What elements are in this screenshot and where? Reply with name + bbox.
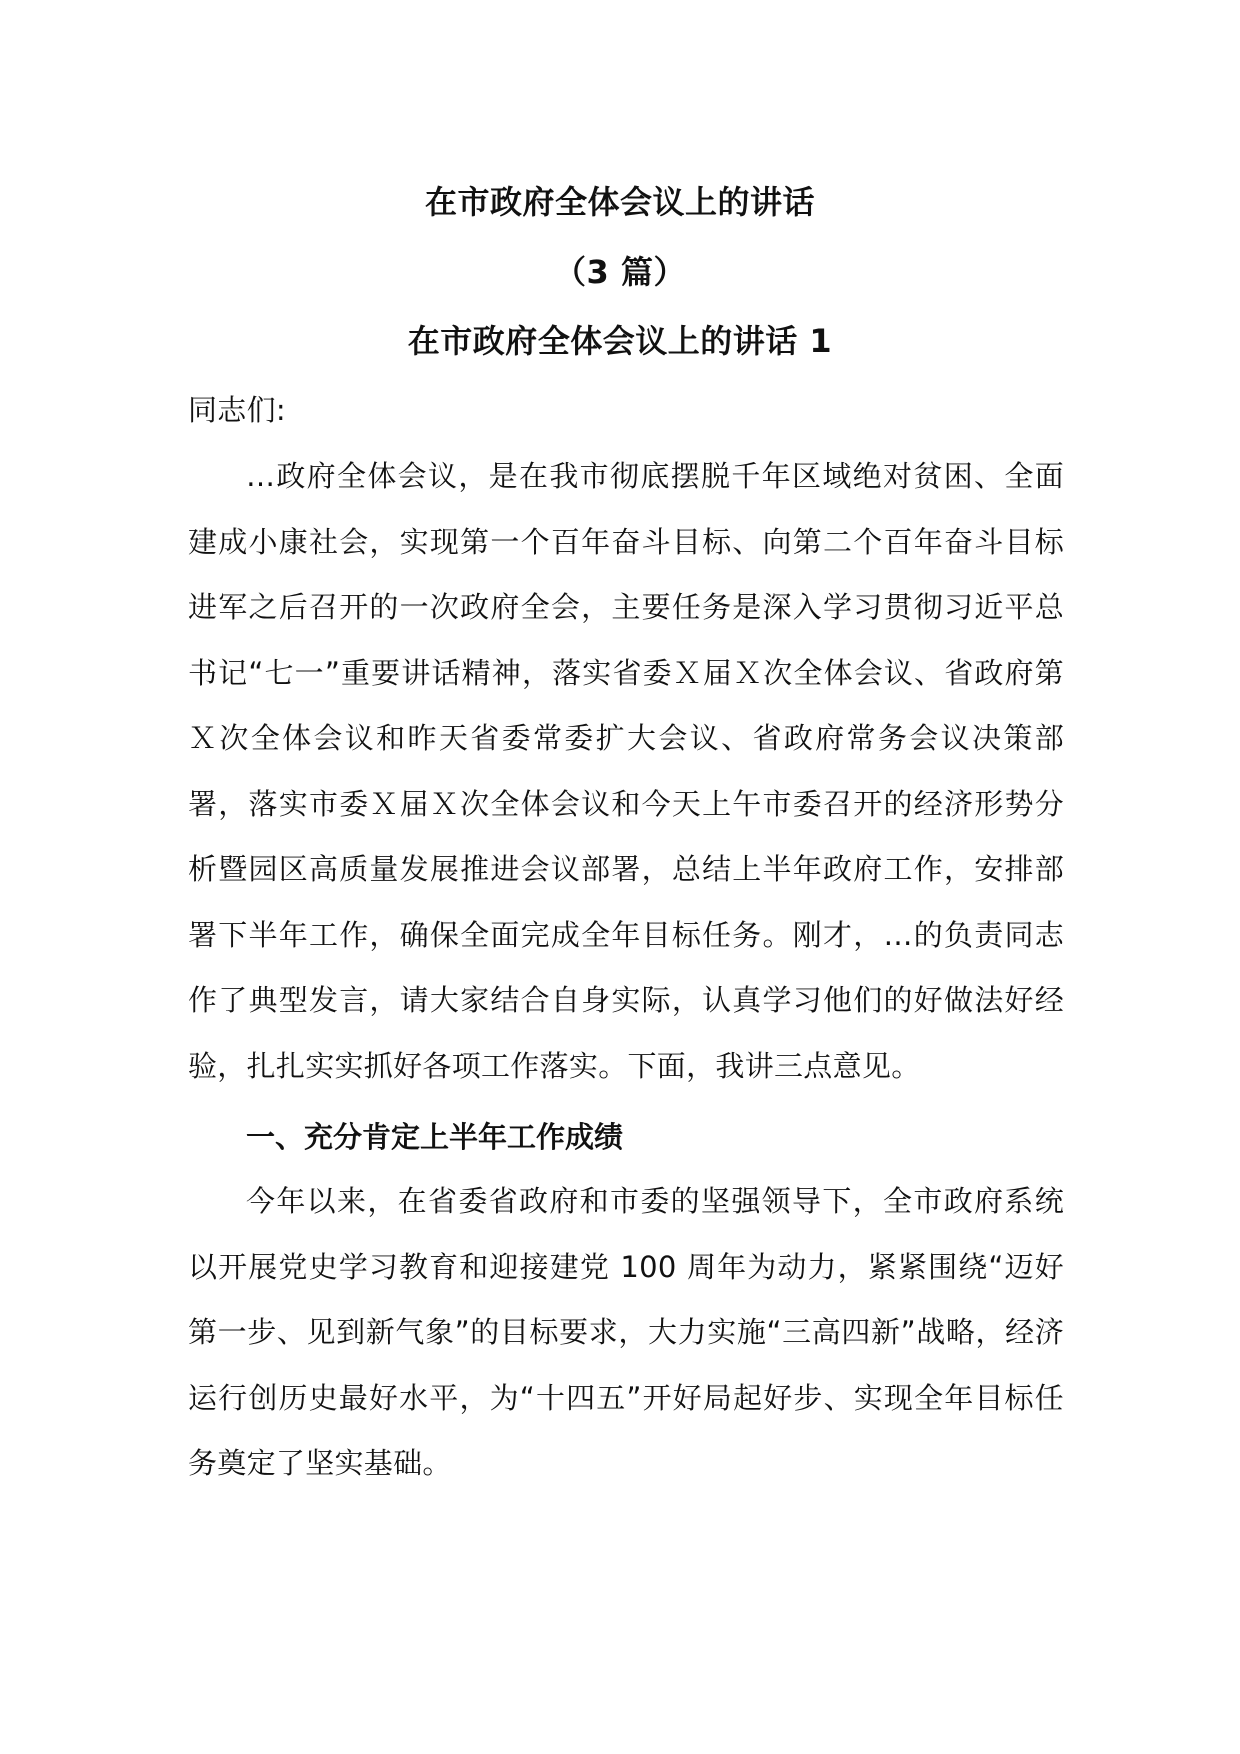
section-title: 在市政府全体会议上的讲话 1 xyxy=(407,322,833,360)
paragraph-intro: …政府全体会议，是在我市彻底摆脱千年区域绝对贫困、全面建成小康社会，实现第一个百年奋斗目标、向第二个百年奋斗目标进军之后召开的一次政府全会，主要任务是深入学习贯彻习近平总书记“七一”重要讲话精神，落实省委Ｘ届Ｘ次全体会议、省政府第Ｘ次全体会议和昨天省委常委扩大会议、省政府常务会议决策部署，落实市委Ｘ届Ｘ次全体会议和今天上午市委召开的经济形势分析暨园区高质量发展推进会议部署，总结上半年政府工作，安排部署下半年工作，确保全面完成全年目标任务。刚才，…的负责同志作了典型发言，请大家结合自身实际，认真学习他们的好做法好经验，扎扎实实抓好各项工作落实。下面，我讲三点意见。 xyxy=(188,459,1064,1083)
salutation: 同志们: xyxy=(188,393,286,427)
heading-section-one: 一、充分肯定上半年工作成绩 xyxy=(246,1120,624,1154)
document-subtitle: （3 篇） xyxy=(554,253,686,291)
paragraph-achievements: 今年以来，在省委省政府和市委的坚强领导下，全市政府系统以开展党史学习教育和迎接建党 100 周年为动力，紧紧围绕“迈好第一步、见到新气象”的目标要求，大力实施“三高四新”战略，经济运行创历史最好水平，为“十四五”开好局起好步、实现全年目标任务奠定了坚实基础。 xyxy=(188,1184,1064,1480)
document-title: 在市政府全体会议上的讲话 xyxy=(424,183,815,221)
